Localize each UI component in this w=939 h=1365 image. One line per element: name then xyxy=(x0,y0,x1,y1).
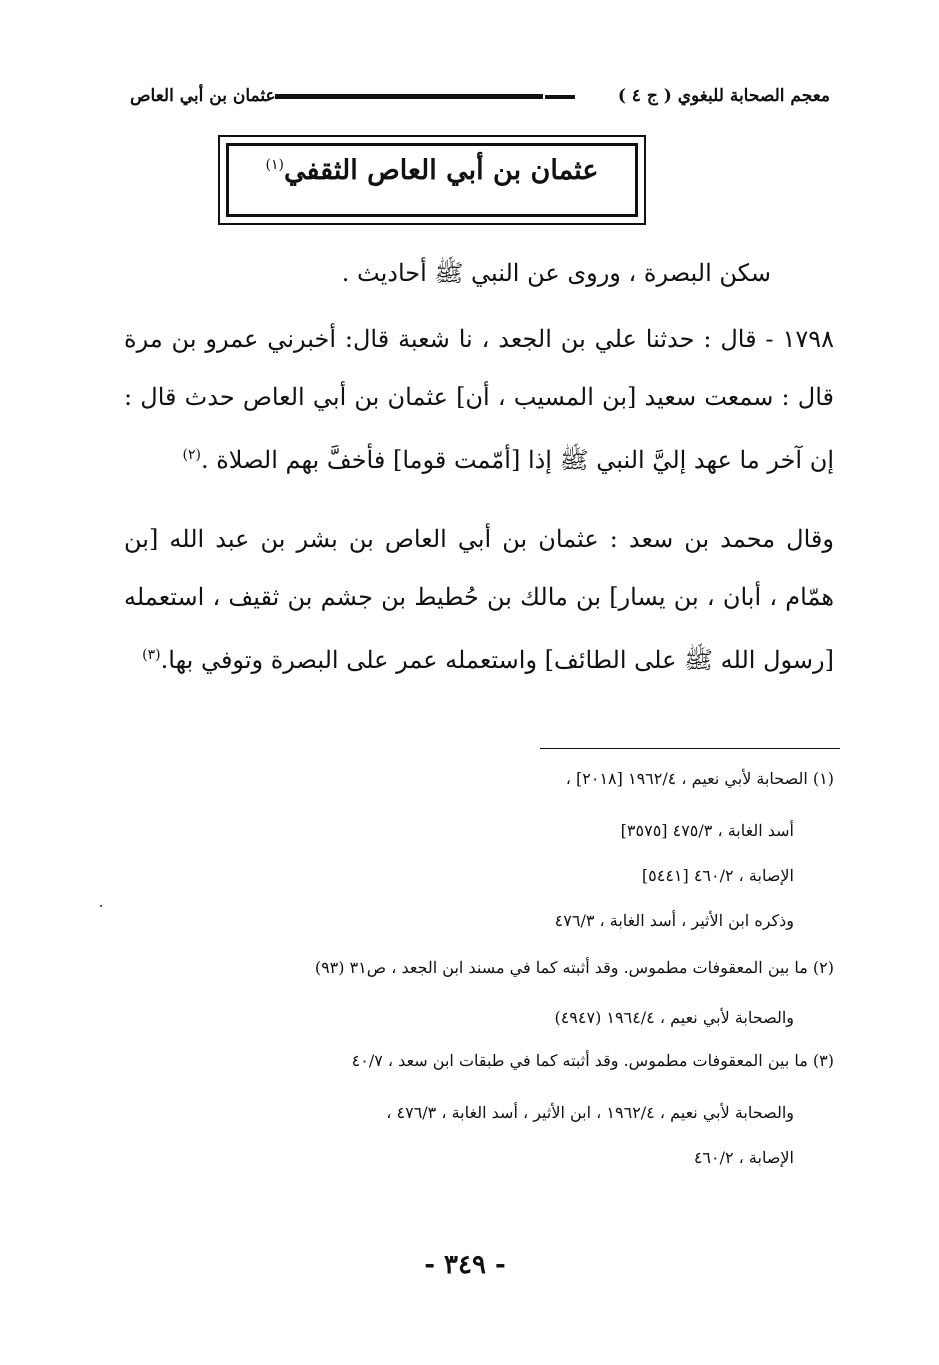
hadith-footnote-marker: (٢) xyxy=(182,447,201,463)
hadith-text: ١٧٩٨ - قال : حدثنا علي بن الجعد ، نا شعبة قال: أخبرني عمرو بن مرة قال : سمعت سعيد [بن المسيب ، أن] عثمان بن أبي العاص حدث قال : إن آخر ما عهد إليَّ النبي ﷺ إذا [أمّمت قوما] فأخفَّ بهم الصلاة . xyxy=(124,325,834,474)
footnote-2-line-1: (٢) ما بين المعقوفات مطموس. وقد أثبته كما في مسند ابن الجعد ، ص٣١ (٩٣) xyxy=(314,958,834,977)
page-title xyxy=(220,155,644,186)
ibnsaad-paragraph xyxy=(124,510,834,689)
footnote-3-line-1: (٣) ما بين المعقوفات مطموس. وقد أثبته كما في طبقات ابن سعد ، ٤٠/٧ xyxy=(351,1051,834,1070)
footnote-3-line-2: والصحابة لأبي نعيم ، ١٩٦٢/٤ ، ابن الأثير ، أسد الغابة ، ٤٧٦/٣ ، xyxy=(386,1103,794,1122)
intro-text: سكن البصرة ، وروى عن النبي ﷺ أحاديث . xyxy=(341,259,771,287)
running-header xyxy=(130,82,830,122)
header-book-title: معجم الصحابة للبغوي ( ج ٤ ) xyxy=(617,86,830,106)
footnote-1-line-1: (١) الصحابة لأبي نعيم ، ١٩٦٢/٤ [٢٠١٨] ، xyxy=(565,769,834,788)
page-number: - ٣٤٩ - xyxy=(424,1250,506,1280)
ibnsaad-text: وقال محمد بن سعد : عثمان بن أبي العاص بن بشر بن عبد الله [بن همّام ، أبان ، بن يسار] بن مالك بن حُطيط بن جشم بن ثقيف ، استعمله [رسول الله ﷺ على الطائف] واستعمله عمر على البصرة وتوفي بها. xyxy=(124,525,834,674)
page-title-text: عثمان بن أبي العاص الثقفي xyxy=(284,155,599,186)
header-rule-short xyxy=(545,95,575,99)
title-footnote-marker: (١) xyxy=(265,157,285,173)
scan-speck xyxy=(100,905,102,907)
footnote-2-line-2: والصحابة لأبي نعيم ، ١٩٦٤/٤ (٤٩٤٧) xyxy=(554,1008,794,1027)
header-chapter-title: عثمان بن أبي العاص xyxy=(130,86,276,106)
title-frame xyxy=(218,135,646,225)
header-rule-long xyxy=(275,94,543,99)
footnote-separator xyxy=(540,748,840,749)
ibnsaad-footnote-marker: (٣) xyxy=(142,647,161,663)
footnote-3-line-3: الإصابة ، ٤٦٠/٢ xyxy=(693,1148,794,1167)
intro-paragraph xyxy=(331,244,771,302)
footnote-1-line-3: الإصابة ، ٤٦٠/٢ [٥٤٤١] xyxy=(641,866,794,885)
footnote-1-line-2: أسد الغابة ، ٤٧٥/٣ [٣٥٧٥] xyxy=(620,821,794,840)
hadith-paragraph xyxy=(124,310,834,489)
footnote-1-line-4: وذكره ابن الأثير ، أسد الغابة ، ٤٧٦/٣ xyxy=(554,911,794,930)
